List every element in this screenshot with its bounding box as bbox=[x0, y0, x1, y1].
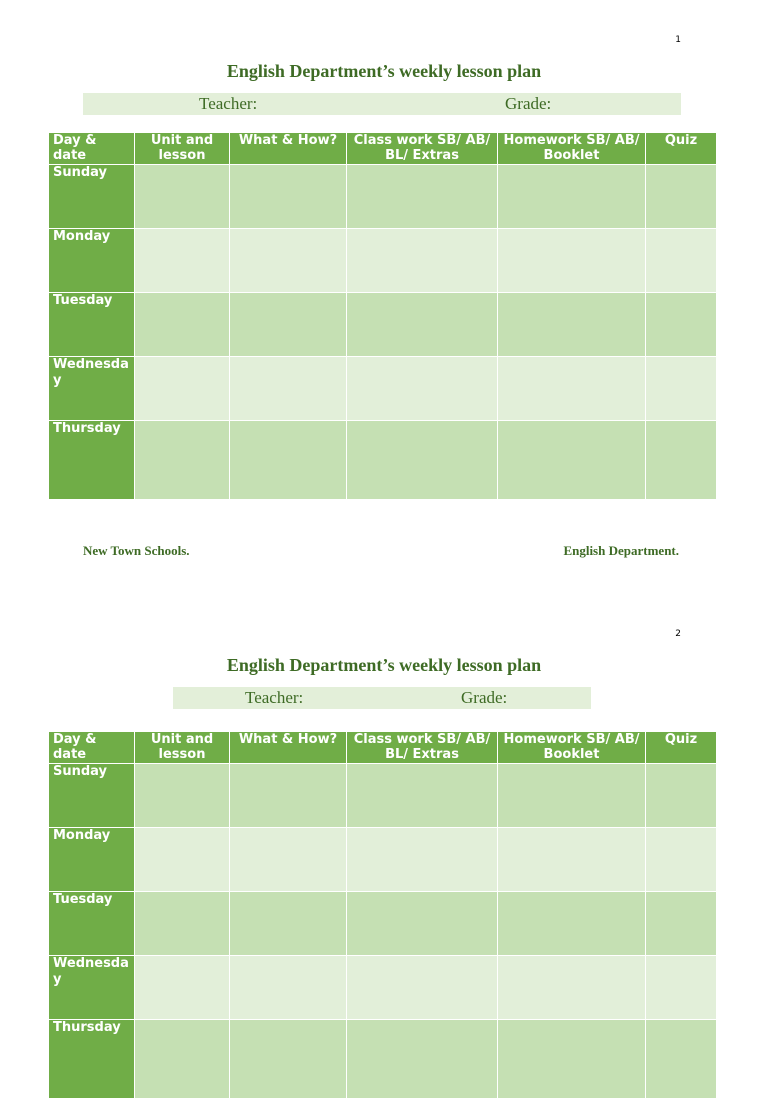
teacher-label: Teacher: bbox=[245, 688, 304, 707]
table-header-row bbox=[49, 732, 717, 764]
page-title: English Department’s weekly lesson plan bbox=[226, 61, 542, 81]
column-header-homework: Homework SB/ AB/ Booklet bbox=[498, 732, 646, 764]
day-cell: Thursday bbox=[49, 1020, 135, 1099]
homework-cell[interactable] bbox=[498, 956, 646, 1020]
column-header-quiz: Quiz bbox=[646, 732, 717, 764]
column-header-classwork: Class work SB/ AB/ BL/ Extras bbox=[347, 732, 498, 764]
homework-cell[interactable] bbox=[498, 421, 646, 500]
column-header-homework: Homework SB/ AB/ Booklet bbox=[498, 133, 646, 165]
quiz-cell[interactable] bbox=[646, 764, 717, 828]
what-how-cell[interactable] bbox=[230, 956, 347, 1020]
classwork-cell[interactable] bbox=[347, 1020, 498, 1099]
teacher-label: Teacher: bbox=[199, 94, 258, 113]
column-header-unit: Unit and lesson bbox=[135, 133, 230, 165]
table-row bbox=[49, 892, 717, 956]
page-title: English Department’s weekly lesson plan bbox=[226, 655, 542, 675]
teacher-grade-bar bbox=[83, 93, 681, 115]
day-cell: Sunday bbox=[49, 764, 135, 828]
homework-cell[interactable] bbox=[498, 1020, 646, 1099]
table-row bbox=[49, 1020, 717, 1099]
classwork-cell[interactable] bbox=[347, 357, 498, 421]
classwork-cell[interactable] bbox=[347, 229, 498, 293]
column-header-day: Day & date bbox=[49, 133, 135, 165]
what-how-cell[interactable] bbox=[230, 1020, 347, 1099]
lesson-plan-table bbox=[48, 132, 717, 500]
quiz-cell[interactable] bbox=[646, 828, 717, 892]
what-how-cell[interactable] bbox=[230, 421, 347, 500]
column-header-classwork: Class work SB/ AB/ BL/ Extras bbox=[347, 133, 498, 165]
page-number: 2 bbox=[675, 629, 681, 639]
table-row bbox=[49, 357, 717, 421]
column-header-day: Day & date bbox=[49, 732, 135, 764]
column-header-quiz: Quiz bbox=[646, 133, 717, 165]
quiz-cell[interactable] bbox=[646, 165, 717, 229]
what-how-cell[interactable] bbox=[230, 293, 347, 357]
lesson-plan-table bbox=[48, 731, 717, 1099]
classwork-cell[interactable] bbox=[347, 828, 498, 892]
footer-school-name: New Town Schools. bbox=[83, 543, 190, 558]
day-cell: Thursday bbox=[49, 421, 135, 500]
unit-cell[interactable] bbox=[135, 229, 230, 293]
homework-cell[interactable] bbox=[498, 764, 646, 828]
homework-cell[interactable] bbox=[498, 892, 646, 956]
unit-cell[interactable] bbox=[135, 1020, 230, 1099]
homework-cell[interactable] bbox=[498, 165, 646, 229]
classwork-cell[interactable] bbox=[347, 165, 498, 229]
classwork-cell[interactable] bbox=[347, 421, 498, 500]
what-how-cell[interactable] bbox=[230, 892, 347, 956]
classwork-cell[interactable] bbox=[347, 892, 498, 956]
quiz-cell[interactable] bbox=[646, 1020, 717, 1099]
unit-cell[interactable] bbox=[135, 892, 230, 956]
what-how-cell[interactable] bbox=[230, 165, 347, 229]
unit-cell[interactable] bbox=[135, 956, 230, 1020]
quiz-cell[interactable] bbox=[646, 357, 717, 421]
quiz-cell[interactable] bbox=[646, 293, 717, 357]
unit-cell[interactable] bbox=[135, 293, 230, 357]
quiz-cell[interactable] bbox=[646, 229, 717, 293]
column-header-unit: Unit and lesson bbox=[135, 732, 230, 764]
classwork-cell[interactable] bbox=[347, 764, 498, 828]
day-cell: Tuesday bbox=[49, 892, 135, 956]
table-row bbox=[49, 293, 717, 357]
day-cell: Tuesday bbox=[49, 293, 135, 357]
table-row bbox=[49, 828, 717, 892]
page-2 bbox=[0, 594, 768, 1035]
homework-cell[interactable] bbox=[498, 229, 646, 293]
day-cell: Wednesday bbox=[49, 357, 135, 421]
column-header-what-how: What & How? bbox=[230, 732, 347, 764]
table-row bbox=[49, 421, 717, 500]
table-row bbox=[49, 229, 717, 293]
unit-cell[interactable] bbox=[135, 764, 230, 828]
classwork-cell[interactable] bbox=[347, 956, 498, 1020]
footer-department-name: English Department. bbox=[563, 543, 679, 558]
what-how-cell[interactable] bbox=[230, 828, 347, 892]
grade-label: Grade: bbox=[505, 94, 552, 113]
column-header-what-how: What & How? bbox=[230, 133, 347, 165]
unit-cell[interactable] bbox=[135, 165, 230, 229]
day-cell: Sunday bbox=[49, 165, 135, 229]
classwork-cell[interactable] bbox=[347, 293, 498, 357]
homework-cell[interactable] bbox=[498, 828, 646, 892]
quiz-cell[interactable] bbox=[646, 421, 717, 500]
unit-cell[interactable] bbox=[135, 421, 230, 500]
grade-label: Grade: bbox=[461, 688, 508, 707]
teacher-grade-bar bbox=[173, 687, 591, 709]
table-header-row bbox=[49, 133, 717, 165]
what-how-cell[interactable] bbox=[230, 357, 347, 421]
table-row bbox=[49, 165, 717, 229]
day-cell: Wednesday bbox=[49, 956, 135, 1020]
what-how-cell[interactable] bbox=[230, 764, 347, 828]
table-row bbox=[49, 764, 717, 828]
unit-cell[interactable] bbox=[135, 357, 230, 421]
table-row bbox=[49, 956, 717, 1020]
page-number: 1 bbox=[675, 35, 681, 45]
homework-cell[interactable] bbox=[498, 357, 646, 421]
quiz-cell[interactable] bbox=[646, 956, 717, 1020]
quiz-cell[interactable] bbox=[646, 892, 717, 956]
day-cell: Monday bbox=[49, 229, 135, 293]
what-how-cell[interactable] bbox=[230, 229, 347, 293]
unit-cell[interactable] bbox=[135, 828, 230, 892]
day-cell: Monday bbox=[49, 828, 135, 892]
homework-cell[interactable] bbox=[498, 293, 646, 357]
